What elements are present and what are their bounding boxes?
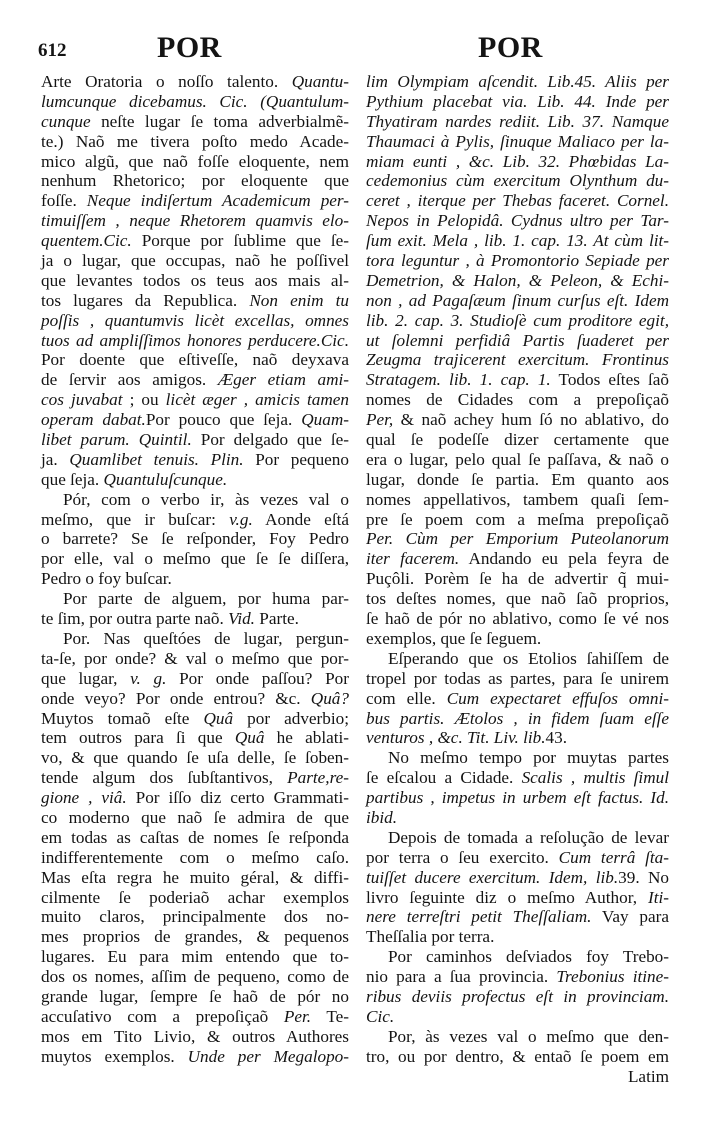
body-text: Puçôli. Porèm ſe ha de advertir q̃ mui- (366, 569, 669, 589)
text-line (41, 808, 349, 828)
text-line (41, 1047, 349, 1067)
text-line (366, 927, 669, 947)
text-line (41, 390, 349, 410)
text-line (366, 271, 669, 291)
body-text: cilmente ſe poderiaõ achar exemplos (41, 887, 349, 907)
text-line (366, 788, 669, 808)
body-text: era o lugar, pelo qual ſe paſſava, & naõ o (366, 449, 669, 469)
text-line (41, 868, 349, 888)
body-text: & naõ achey hum ſó no ablativo, do (393, 410, 669, 430)
text-line (366, 92, 669, 112)
body-text: Theſſalia por terra. (366, 927, 495, 947)
latin-quotation: Cum expectaret effuſos omni- (446, 688, 669, 708)
body-text: por adverbio; (233, 708, 350, 728)
latin-quotation: Quamlibet tenuis. Plin. (69, 449, 244, 469)
text-line (41, 350, 349, 370)
latin-quotation: Per. Cùm per Emporium Puteolanorum (366, 529, 669, 549)
latin-quotation: iter facerem. (366, 549, 460, 569)
text-line (366, 231, 669, 251)
body-text: o barrete? Se ſe reſponder, Foy Pedro (41, 529, 349, 549)
latin-quotation: cedemonius cùm exercitum Olynthum du- (366, 171, 669, 191)
latin-quotation: Iti- (648, 887, 669, 907)
text-line (41, 211, 349, 231)
latin-quotation: tuos ad ampliſſimos honores perducere.Cic. (41, 330, 349, 350)
text-line (41, 669, 349, 689)
text-line (41, 251, 349, 271)
latin-quotation: v.g. (229, 509, 253, 529)
text-line (366, 649, 669, 669)
text-line (366, 888, 669, 908)
text-line (366, 450, 669, 470)
body-text: Por iſſo diz certo Grammati- (126, 788, 349, 808)
text-line (366, 470, 669, 490)
text-line (41, 510, 349, 530)
text-line (366, 868, 669, 888)
text-line (366, 430, 669, 450)
text-line (41, 828, 349, 848)
body-text: vo, & que quando ſe uſa delle, ſe ſoben- (41, 748, 349, 768)
text-line (366, 848, 669, 868)
text-line (41, 888, 349, 908)
body-text: tende algum dos ſubſtantivos, (41, 768, 288, 788)
text-line (366, 549, 669, 569)
running-head-left: POR (157, 31, 222, 64)
text-line (41, 629, 349, 649)
text-line (41, 569, 349, 589)
text-line (366, 1047, 669, 1067)
body-text: Por doente que eſtiveſſe, naõ deyxava (41, 350, 349, 370)
body-text: Mas eſta regra he muito géral, & diffi- (41, 867, 349, 887)
body-text: Vay para (591, 907, 669, 927)
text-line (41, 848, 349, 868)
body-text: em todas as caſtas de nomes ſe reſponda (41, 827, 349, 847)
body-text: tos deſtes nomes, que naõ ſaõ proprios, (366, 589, 669, 609)
text-line (366, 1007, 669, 1027)
text-line (366, 152, 669, 172)
body-text: Todos eſtes ſaõ (550, 370, 669, 390)
text-line (366, 132, 669, 152)
latin-quotation: Thaumaci à Pylis, ſinuque Maliaco per la- (366, 131, 669, 151)
latin-quotation: timuiſſem , neque Rhetorem quamvis elo- (41, 211, 349, 231)
latin-quotation: Vid. (228, 609, 255, 629)
text-line (366, 728, 669, 748)
latin-quotation: tora leguntur , à Promontorio Sepiade per (366, 251, 669, 271)
text-line (41, 907, 349, 927)
page-number: 612 (38, 40, 67, 61)
body-text: ta-ſe, por onde? & val o meſmo que por- (41, 648, 349, 668)
latin-quotation: Nepos in Pelopidâ. Cydnus ultro per Tar- (366, 211, 669, 231)
latin-quotation: Per, (366, 410, 394, 430)
body-text: Te- (311, 1006, 349, 1026)
latin-quotation: Quâ (203, 708, 234, 728)
text-line (41, 967, 349, 987)
latin-quotation: venturos , &c. Tit. Liv. lib. (366, 728, 546, 748)
body-text: de ſervir aos amigos. (41, 370, 218, 390)
latin-quotation: Quantu- (291, 72, 349, 91)
latin-quotation: Quâ? (310, 688, 349, 708)
latin-quotation: libet parum. Quintil. (41, 430, 192, 450)
latin-quotation: lib. 2. cap. 3. Studioſè cum proditore egit, (366, 310, 669, 330)
latin-quotation: cos juvabat (41, 390, 123, 410)
body-text: lugares. Eu para mim entendo que to- (41, 947, 349, 967)
text-line (41, 987, 349, 1007)
text-line (366, 529, 669, 549)
text-line (41, 529, 349, 549)
latin-quotation: lumcunque dicebamus. Cic. (Quantulum- (41, 91, 349, 111)
text-line (41, 171, 349, 191)
body-text: livro ſeguinte diz o meſmo Author, (366, 887, 648, 907)
text-line (41, 331, 349, 351)
body-text: te ſim, por outra parte naõ. (41, 609, 229, 629)
text-line (366, 808, 669, 828)
body-text: dos os nomes, aſſim de pequeno, como de (41, 967, 349, 987)
text-line (366, 191, 669, 211)
text-line (41, 788, 349, 808)
latin-quotation: non , ad Pagaſæum ſinum curſus eſt. Idem (366, 290, 669, 310)
body-text: ſe haõ de pór no ablativo, como ſe vé nos (366, 609, 669, 629)
latin-quotation: Æger etiam ami- (217, 370, 349, 390)
text-line (41, 490, 349, 510)
body-text: com elle. (366, 688, 447, 708)
body-text: por elle, val o meſmo que ſe ſe diſſera, (41, 549, 349, 569)
latin-quotation: ribus deviis profectus eſt in provinciam. (366, 986, 669, 1006)
text-line (366, 689, 669, 709)
body-text: No meſmo tempo por muytas partes (388, 748, 669, 768)
text-line (366, 569, 669, 589)
latin-quotation: Demetrion, & Halon, & Peleon, & Echi- (366, 270, 669, 290)
body-text: muytos exemplos. (41, 1046, 188, 1066)
text-line (41, 291, 349, 311)
body-text: Pedro o foy buſcar. (41, 569, 172, 589)
body-text: accuſativo com a prepoſiçaõ (41, 1006, 284, 1026)
body-text: que ſeja. (41, 469, 104, 489)
text-line (366, 748, 669, 768)
body-text: ja o lugar, que occupas, naõ he poſſivel (41, 251, 349, 271)
body-text: Por caminhos deſviados foy Trebo- (388, 947, 669, 967)
body-text: Porque por ſublime que ſe- (131, 231, 349, 251)
body-text: nomes appellativos, tambem quaſi ſem- (366, 489, 669, 509)
body-text: que levantes todos os teus aos mais al- (41, 270, 349, 290)
text-line (366, 370, 669, 390)
text-line (366, 987, 669, 1007)
text-line (41, 470, 349, 490)
body-text: te.) Naõ me tivera poſto medo Acade- (41, 131, 349, 151)
body-text: Por. Nas queſtóes de lugar, pergun- (63, 628, 349, 648)
text-line (41, 947, 349, 967)
body-text: Por onde paſſou? Por (166, 668, 349, 688)
latin-quotation: licèt æger , amicis tamen (165, 390, 349, 410)
body-text: indifferentemente com o meſmo caſo. (41, 847, 349, 867)
latin-quotation: partibus , impetus in urbem eſt factus. Id. (366, 788, 669, 808)
text-line (366, 410, 669, 430)
text-line (41, 748, 349, 768)
running-head-right: POR (478, 31, 543, 64)
latin-quotation: tuiſſet ducere exercitum. Idem, lib. (366, 867, 619, 887)
text-line (41, 768, 349, 788)
text-line (366, 311, 669, 331)
text-line (366, 709, 669, 729)
body-text: tem outros para ſi que (41, 728, 235, 748)
body-text: por terra o ſeu exercito. (366, 847, 559, 867)
text-line (366, 828, 669, 848)
latin-quotation: ut ſolemni perfidiâ Partis ſuaderet per (366, 330, 669, 350)
text-line (41, 152, 349, 172)
latin-quotation: cunque (41, 111, 91, 131)
body-text: qual ſe podeſſe dizer certamente que (366, 430, 669, 450)
latin-quotation: Quam- (301, 410, 349, 430)
text-line (366, 490, 669, 510)
text-line (41, 311, 349, 331)
latin-quotation: Zeugma trajicerent exercitum. Frontinus (366, 350, 669, 370)
body-text: pre ſe poem com a meſma prepoſiçaõ (366, 509, 669, 529)
text-line (366, 171, 669, 191)
latin-quotation: Cic. (366, 1006, 395, 1026)
latin-quotation: Unde per Megalopo- (187, 1046, 349, 1066)
body-text: meſmo, que ir buſcar: (41, 509, 230, 529)
text-line (41, 1007, 349, 1027)
text-line (41, 589, 349, 609)
latin-quotation: ceret , iterque per Thebas faceret. Cornel. (366, 191, 669, 211)
body-text: Muytos tomaõ eſte (41, 708, 204, 728)
body-text: que lugar, (41, 668, 131, 688)
text-line (41, 649, 349, 669)
latin-quotation: poſſis , quantumvis licèt excellas, omnes (41, 310, 349, 330)
latin-quotation: Pythium placebat via. Lib. 44. Inde per (366, 91, 669, 111)
text-line (366, 947, 669, 967)
left-column (41, 72, 349, 1067)
latin-quotation: Cum terrâ ſta- (558, 847, 669, 867)
body-text: ſe eſcalou a Cidade. (366, 768, 522, 788)
text-line (366, 967, 669, 987)
text-line (41, 728, 349, 748)
text-line (41, 709, 349, 729)
text-line (366, 669, 669, 689)
text-line (41, 231, 349, 251)
body-text: mes proprios de grandes, & pequenos (41, 927, 349, 947)
body-text: 43. (545, 728, 567, 748)
latin-quotation: lim Olympiam aſcendit. Lib.45. Aliis per (366, 72, 669, 91)
text-line (41, 72, 349, 92)
body-text: foſſe. (41, 191, 87, 211)
text-line (366, 390, 669, 410)
latin-quotation: Quantuluſcunque. (103, 469, 228, 489)
body-text: nio para a ſua provincia. (366, 967, 557, 987)
latin-quotation: Trebonius itine- (556, 967, 669, 987)
body-text: nenhum Rhetorico; por eloquente que (41, 171, 349, 191)
text-line (41, 927, 349, 947)
right-column (366, 72, 669, 1086)
body-text: Por, às vezes val o meſmo que den- (388, 1026, 669, 1046)
text-line (366, 768, 669, 788)
body-text: Por pequeno (243, 449, 349, 469)
text-line (41, 191, 349, 211)
body-text: Depois de tomada a reſolução de levar (388, 827, 669, 847)
text-line (41, 410, 349, 430)
text-line (41, 549, 349, 569)
body-text: 39. No (618, 867, 669, 887)
text-line (366, 251, 669, 271)
latin-quotation: operam dabat. (41, 410, 146, 430)
text-line (366, 291, 669, 311)
latin-quotation: ibid. (366, 807, 398, 827)
text-line (366, 1067, 669, 1087)
latin-quotation: v. g. (130, 668, 167, 688)
text-line (366, 907, 669, 927)
body-text: Por delgado que ſe- (191, 430, 349, 450)
text-line (366, 331, 669, 351)
latin-quotation: Thyatiram nardes rediit. Lib. 37. Namque (366, 111, 669, 131)
latin-quotation: Neque indiſertum Academicum per- (86, 191, 349, 211)
text-line (366, 1027, 669, 1047)
latin-quotation: Scalis , multis ſimul (521, 768, 669, 788)
text-line (41, 689, 349, 709)
text-line (41, 609, 349, 629)
text-line (41, 92, 349, 112)
text-line (41, 112, 349, 132)
text-line (41, 370, 349, 390)
body-text: ; ou (122, 390, 166, 410)
body-text: tos lugares da Republica. (41, 290, 250, 310)
body-text: Andando eu pela feyra de (459, 549, 669, 569)
text-line (366, 350, 669, 370)
text-line (41, 271, 349, 291)
body-text: Aonde eſtá (252, 509, 349, 529)
body-text: nomes de Cidades com a prepoſiçaõ (366, 390, 669, 410)
body-text: exemplos, que ſe ſeguem. (366, 628, 542, 648)
text-line (41, 132, 349, 152)
latin-quotation: Per. (283, 1006, 312, 1026)
latin-quotation: quentem.Cic. (41, 231, 132, 251)
body-text: grande lugar, ſempre ſe haõ de pór no (41, 986, 349, 1006)
latin-quotation: miam eunti , &c. Lib. 32. Phœbidas La- (366, 151, 669, 171)
body-text: Parte. (254, 609, 299, 629)
text-line (41, 450, 349, 470)
body-text: Por pouco que ſeja. (145, 410, 302, 430)
text-line (366, 629, 669, 649)
latin-quotation: Non enim tu (249, 290, 349, 310)
latin-quotation: gione , viâ. (41, 788, 127, 808)
body-text: Arte Oratoria o noſſo talento. (41, 72, 292, 91)
latin-quotation: bus partis. Ætolos , in fidem ſuam eſſe (366, 708, 669, 728)
body-text: lugar, donde ſe partia. Em quanto aos (366, 469, 669, 489)
text-line (366, 211, 669, 231)
text-line (366, 589, 669, 609)
text-line (366, 72, 669, 92)
body-text: muito claros, principalmente dos no- (41, 907, 349, 927)
text-line (41, 430, 349, 450)
body-text: ja. (41, 449, 70, 469)
latin-quotation: nere terreſtri petit Theſſaliam. (366, 907, 592, 927)
body-text: tropel por todas as partes, para ſe unirem (366, 668, 669, 688)
body-text: Pór, com o verbo ir, às vezes val o (63, 489, 349, 509)
body-text: onde veyo? Por onde entrou? &c. (41, 688, 311, 708)
text-line (41, 1027, 349, 1047)
body-text: neſte lugar ſe toma adverbialmẽ- (90, 111, 349, 131)
text-line (366, 112, 669, 132)
latin-quotation: Parte,re- (287, 768, 349, 788)
text-line (366, 510, 669, 530)
latin-quotation: Quâ (234, 728, 265, 748)
body-text: mos em Tito Livio, & outros Authores (41, 1026, 349, 1046)
body-text: co moderno que naõ ſe admira de que (41, 807, 349, 827)
body-text: Eſperando que os Etolios ſahiſſem de (388, 648, 669, 668)
latin-quotation: Stratagem. lib. 1. cap. 1. (366, 370, 551, 390)
body-text: mico algũ, que naõ foſſe eloquente, nem (41, 151, 349, 171)
text-line (366, 609, 669, 629)
body-text: tro, ou por dentro, & entaõ ſe poem em (366, 1046, 669, 1066)
body-text: Latim (627, 1066, 669, 1086)
body-text: he ablati- (264, 728, 349, 748)
latin-quotation: ſum exit. Mela , lib. 1. cap. 13. At cùm lit- (366, 231, 669, 251)
body-text: Por parte de alguem, por huma par- (63, 589, 349, 609)
